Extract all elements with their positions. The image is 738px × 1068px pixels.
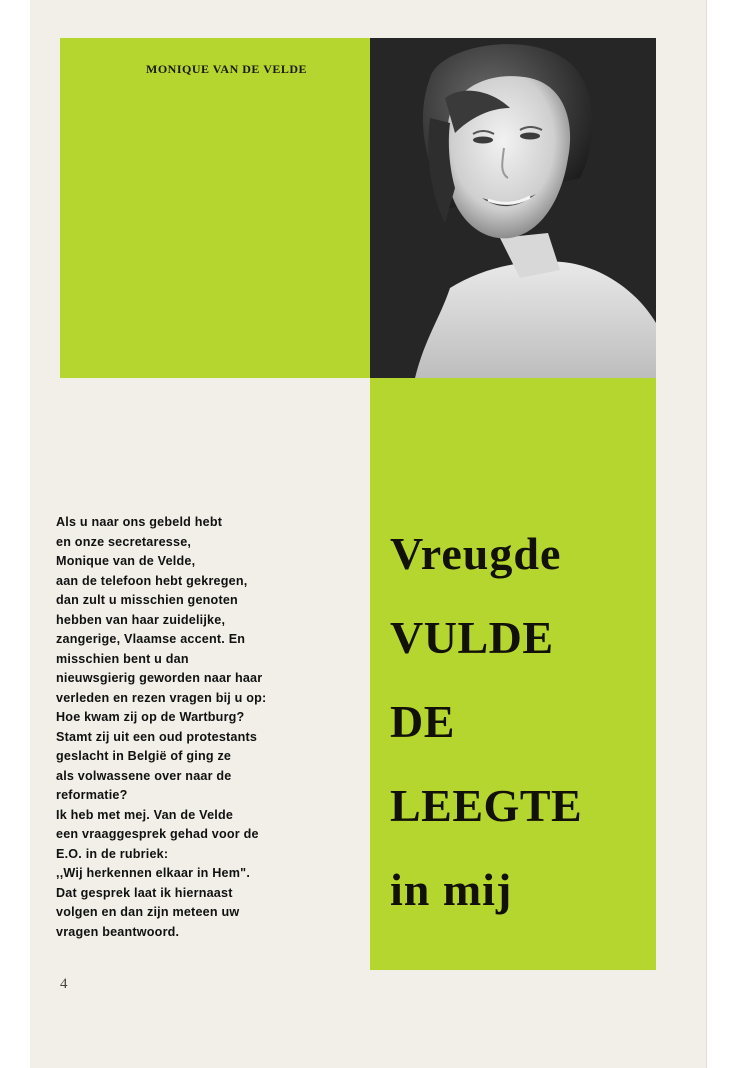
- intro-line: vragen beantwoord.: [56, 924, 180, 939]
- intro-line: nieuwsgierig geworden naar haar: [56, 671, 263, 685]
- headline-line-4: LEEGTE: [390, 780, 583, 831]
- headline-line-2: VULDE: [390, 612, 554, 663]
- headline-line-5: in mij: [390, 864, 513, 915]
- intro-line: aan de telefoon hebt gekregen,: [56, 573, 248, 588]
- intro-line: E.O. in de rubriek:: [56, 846, 169, 861]
- intro-line: een vraaggesprek gehad voor de: [56, 827, 259, 841]
- intro-line: Dat gesprek laat ik hiernaast: [56, 885, 233, 900]
- intro-line: Hoe kwam zij op de Wartburg?: [56, 710, 245, 724]
- portrait-photo-icon: [370, 38, 656, 378]
- intro-line: volgen en dan zijn meteen uw: [56, 905, 240, 919]
- intro-line: ,,Wij herkennen elkaar in Hem".: [56, 866, 251, 880]
- intro-line: misschien bent u dan: [56, 651, 189, 666]
- intro-line: zangerige, Vlaamse accent. En: [56, 632, 246, 646]
- green-block-top: [60, 38, 370, 378]
- intro-line: Stamt zij uit een oud protestants: [56, 729, 258, 744]
- intro-line: Ik heb met mej. Van de Velde: [56, 807, 234, 822]
- intro-line: als volwassene over naar de: [56, 768, 232, 783]
- intro-line: reformatie?: [56, 788, 128, 802]
- intro-line: dan zult u misschien genoten: [56, 593, 238, 607]
- intro-line: hebben van haar zuidelijke,: [56, 612, 226, 627]
- intro-paragraph: [56, 513, 356, 942]
- intro-line: Monique van de Velde,: [56, 554, 196, 568]
- page-number: 4: [60, 976, 68, 992]
- article-headline: [390, 512, 650, 932]
- author-byline: MONIQUE VAN DE VELDE: [146, 62, 308, 76]
- headline-line-3: DE: [390, 696, 455, 747]
- portrait-photo: [370, 38, 656, 378]
- intro-line: en onze secretaresse,: [56, 534, 192, 549]
- headline-line-1: Vreugde: [390, 528, 562, 579]
- intro-line: verleden en rezen vragen bij u op:: [56, 690, 267, 705]
- intro-line: geslacht in België of ging ze: [56, 749, 232, 763]
- intro-line: Als u naar ons gebeld hebt: [56, 515, 223, 529]
